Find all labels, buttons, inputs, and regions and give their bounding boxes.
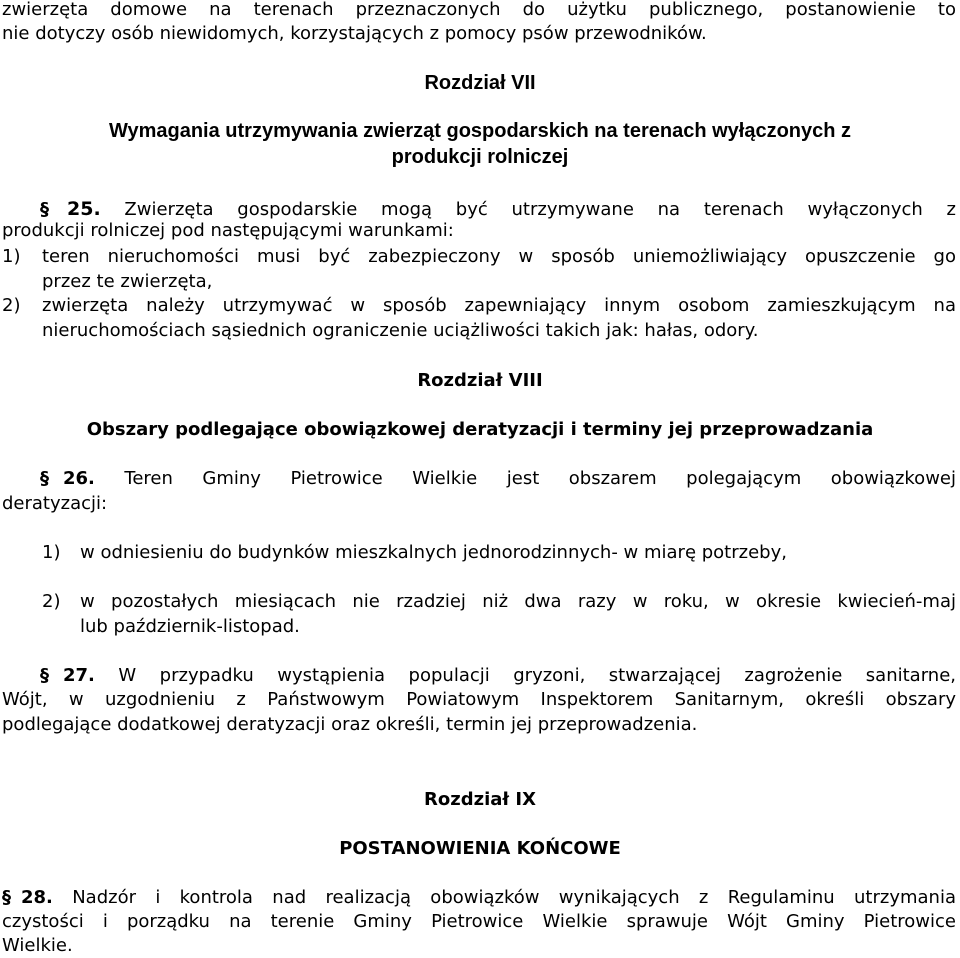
paragraph-line: produkcji rolniczej pod następującymi warunkami:: [2, 220, 454, 241]
list-item-text: przez te zwierzęta,: [42, 271, 213, 292]
paragraph-text: Teren Gminy Pietrowice Wielkie jest obszarem polegającym obowiązkowej: [124, 468, 956, 489]
paragraph-line: nie dotyczy osób niewidomych, korzystających z pomocy psów przewodników.: [2, 23, 707, 44]
paragraph-28-first-line: [2, 886, 956, 910]
list-item-number: 2): [42, 591, 61, 612]
chapter-subtitle: POSTANOWIENIA KOŃCOWE: [339, 838, 621, 859]
paragraph-line: deratyzacji:: [2, 493, 108, 514]
chapter-title: Rozdział VIII: [417, 370, 543, 391]
paragraph-line: podlegające dodatkowej deratyzacji oraz określi, termin jej przeprowadzenia.: [2, 714, 698, 735]
chapter-subtitle: produkcji rolniczej: [391, 146, 569, 168]
list-item-text: nieruchomościach sąsiednich ograniczenie uciążliwości takich jak: hałas, odory.: [42, 320, 759, 341]
chapter-title: Rozdział VII: [424, 72, 536, 94]
paragraph-text: W przypadku wystąpienia populacji gryzoni, stwarzającej zagrożenie sanitarne,: [118, 665, 956, 686]
section-sign: §: [40, 665, 49, 686]
paragraph-line: zwierzęta domowe na terenach przeznaczonych do użytku publicznego, postanowienie to: [2, 0, 956, 20]
section-sign: §: [2, 887, 11, 908]
list-item-text: teren nieruchomości musi być zabezpieczony w sposób uniemożliwiający opuszczenie go: [42, 246, 956, 267]
paragraph-line: Wielkie.: [2, 935, 73, 956]
paragraph-number: 27.: [63, 665, 95, 686]
list-item-number: 1): [2, 246, 21, 267]
paragraph-number: 26.: [63, 468, 95, 489]
list-item-text: w odniesieniu do budynków mieszkalnych jednorodzinnych- w miarę potrzeby,: [80, 542, 787, 563]
list-item-text: lub październik-listopad.: [80, 616, 300, 637]
paragraph-line: Wójt, w uzgodnieniu z Państwowym Powiatowym Inspektorem Sanitarnym, określi obszary: [2, 689, 956, 710]
chapter-subtitle: Wymagania utrzymywania zwierząt gospodarskich na terenach wyłączonych z: [108, 120, 852, 142]
paragraph-number: 28.: [21, 887, 53, 908]
paragraph-number: 25.: [67, 198, 101, 220]
list-item-number: 2): [2, 295, 21, 316]
list-item-text: w pozostałych miesiącach nie rzadziej niż dwa razy w roku, w okresie kwiecień-maj: [80, 591, 956, 612]
list-item-text: zwierzęta należy utrzymywać w sposób zapewniający innym osobom zamieszkującym na: [42, 295, 956, 316]
chapter-title: Rozdział IX: [424, 789, 536, 810]
chapter-subtitle: Obszary podlegające obowiązkowej deratyzacji i terminy jej przeprowadzania: [86, 419, 874, 440]
paragraph-26-first-line: [40, 467, 956, 491]
paragraph-27-first-line: [40, 664, 956, 688]
list-item-number: 1): [42, 542, 61, 563]
paragraph-line: czystości i porządku na terenie Gminy Pietrowice Wielkie sprawuje Wójt Gminy Pietrowice: [2, 911, 956, 932]
paragraph-text: Zwierzęta gospodarskie mogą być utrzymywane na terenach wyłączonych z: [124, 199, 956, 220]
section-sign: §: [40, 468, 49, 489]
paragraph-text: Nadzór i kontrola nad realizacją obowiązków wynikających z Regulaminu utrzymania: [72, 887, 956, 908]
section-sign: §: [40, 199, 49, 220]
